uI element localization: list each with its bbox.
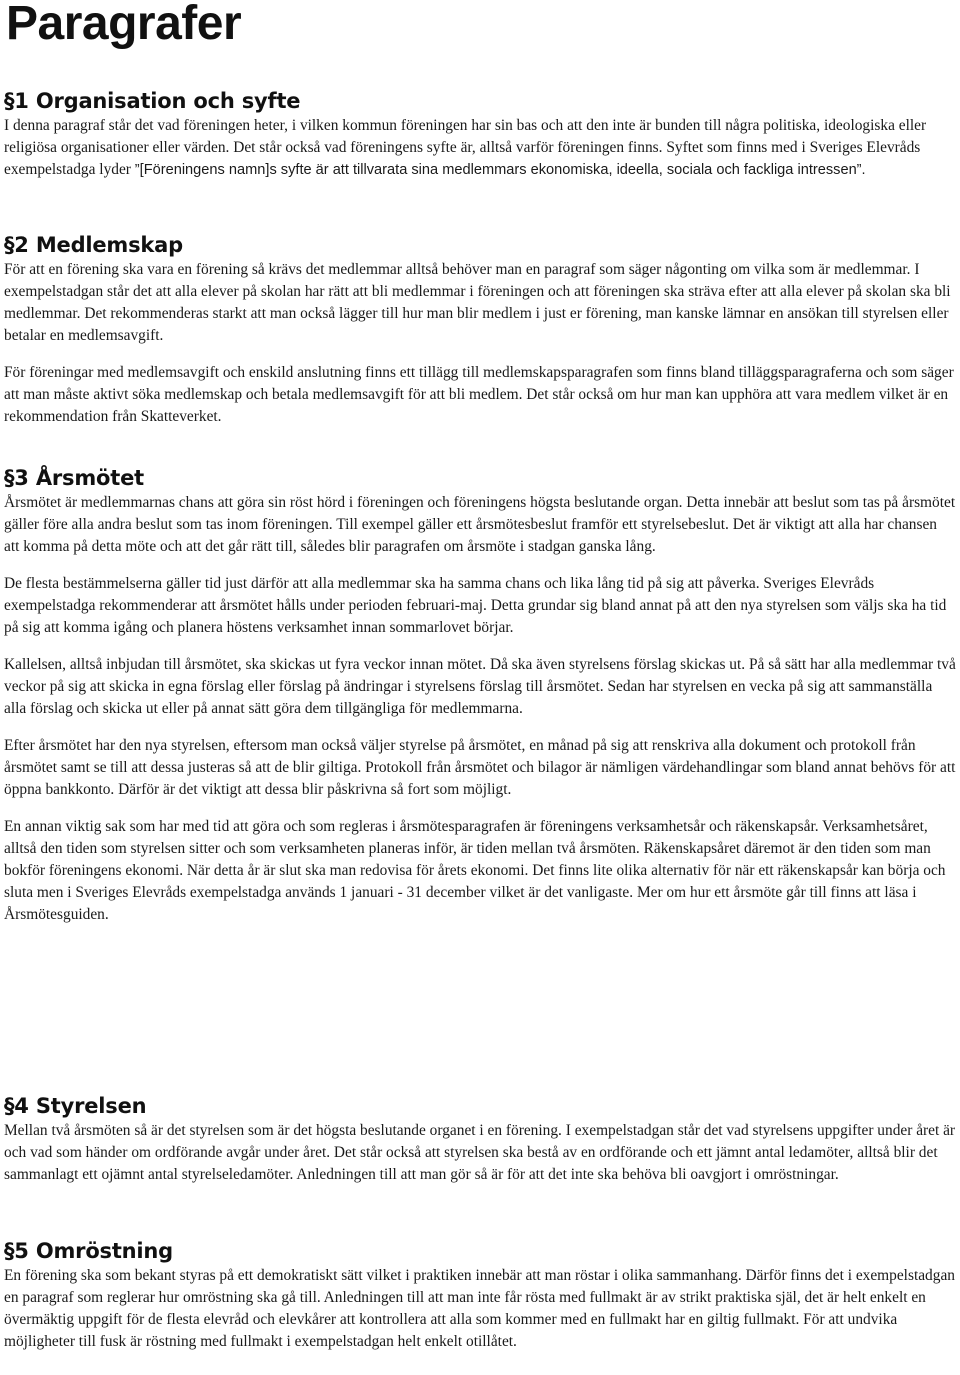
section-heading: §3 Årsmötet xyxy=(4,466,144,490)
quoted-purpose-text: ”[Föreningens namn]s syfte är att tillvarata sina medlemmars ekonomiska, ideella, sociala och fackliga intressen”. xyxy=(134,162,866,178)
section-paragraph: Kallelsen, alltså inbjudan till årsmötet, ska skickas ut fyra veckor innan mötet. Då ska även styrelsens förslag skickas ut. På så sätt har alla medlemmar två veckor på sig att skicka in egna förslag eller förslag på ändringar i styrelsens förslag till årsmötet. Sedan har styrelsen en vecka på sig att sammanställa alla förslag och skicka ut eller på annat sätt göra dem tillgängliga för medlemmarna. xyxy=(4,656,956,717)
document-title: Paragrafer xyxy=(6,0,242,50)
section-arsmotet xyxy=(4,464,956,926)
section-paragraph: En förening ska som bekant styras på ett demokratiskt sätt vilket i praktiken innebär att man röstar i olika sammanhang. Därför finns det i exempelstadgan en paragraf som reglerar hur omröstning ska gå till. Anledningen till att man inte får rösta med fullmakt är av strikt praktiska själ, det är helt enkelt en övermäktig uppgift för de flesta elevråd och elevkårer att kontrollera att alla som kommer med en fullmakt har en giltig fullmakt. För att undvika möjligheter till fusk är röstning med fullmakt i exempelstadgan helt enkelt otillåtet. xyxy=(4,1267,955,1350)
section-organisation xyxy=(4,87,956,181)
section-paragraph xyxy=(4,115,956,181)
section-heading: §2 Medlemskap xyxy=(4,233,183,257)
section-paragraph: För att en förening ska vara en förening så krävs det medlemmar alltså behöver man en paragraf som säger någonting om vilka som är medlemmar. I exempelstadgan står det att alla elever på skolan har rätt att bli medlemmar i föreningen och att föreningen ska sträva efter att alla elever på skolan ska bli medlemmar. Det rekommenderas starkt att man också lägger till hur man blir medlem i just er förening, man kanske lämnar en ansökan till styrelsen eller betalar en medlemsavgift. xyxy=(4,261,951,344)
section-heading: §5 Omröstning xyxy=(4,1239,174,1263)
section-paragraph: För föreningar med medlemsavgift och enskild anslutning finns ett tillägg till medlemskapsparagrafen som finns bland tilläggsparagraferna och som säger att man måste aktivt söka medlemskap och betala medlemsavgift för att bli medlem. Det står också om hur man kan upphöra att vara medlem vilket är en rekommendation från Skatteverket. xyxy=(4,364,954,425)
section-styrelsen xyxy=(4,1092,956,1186)
section-paragraph: Mellan två årsmöten så är det styrelsen som är det högsta beslutande organet i en förening. I exempelstadgan står det vad styrelsens uppgifter under året är och vad som händer om ordförande avgår under året. Det står också att styrelsen ska bestå av en ordförande och ett jämnt antal ledamöter, alltså blir det sammanlagt ett ojämnt antal styrelseledamöter. Anledningen till att man gör så är för att det inte ska behöva bli oavgjort i omröstningar. xyxy=(4,1122,956,1183)
section-paragraph: En annan viktig sak som har med tid att göra och som regleras i årsmötesparagrafen är föreningens verksamhetsår och räkenskapsår. Verksamhetsåret, alltså den tiden som styrelsen sitter och som verksamheten planeras inför, är tiden mellan två årsmöten. Räkenskapsåret däremot är den tiden som man bokför föreningens ekonomi. När detta år är slut ska man redovisa för årets ekonomi. Det finns lite olika alternativ för när ett räkenskapsår kan börja och sluta men i Sveriges Elevråds exempelstadga används 1 januari - 31 december vilket är det vanligaste. Mer om hur ett årsmöte går till finns att läsa i Årsmötesguiden. xyxy=(4,818,946,923)
section-paragraph: Efter årsmötet har den nya styrelsen, eftersom man också väljer styrelse på årsmötet, en månad på sig att renskriva alla dokument och protokoll från årsmötet samt se till att dessa justeras så att de blir giltiga. Protokoll från årsmötet och bilagor är nämligen värdehandlingar som bland annat behövs för att öppna bankkonto. Därför är det viktigt att dessa blir påskrivna så fort som möjligt. xyxy=(4,737,956,798)
section-paragraph: Årsmötet är medlemmarnas chans att göra sin röst hörd i föreningen och föreningens högsta beslutande organ. Detta innebär att beslut som tas på årsmötet gäller före alla andra beslut som tas inom föreningen. Till exempel gäller ett årsmötesbeslut framför ett styrelsebeslut. Det är viktigt att alla har chansen att komma på detta möte och att det går rätt till, således blir paragrafen om årsmöte i stadgan ganska lång. xyxy=(4,494,956,555)
paragraph-text: I denna paragraf står det vad föreningen heter, i vilken kommun föreningen har sin bas och att den inte är bunden till några politiska, ideologiska eller religiösa organisationer eller värden. Det står också vad föreningens syfte är, alltså varför föreningen finns. Syftet som finns med i Sveriges Elevråds exempelstadga lyder xyxy=(4,117,927,178)
section-paragraph: De flesta bestämmelserna gäller tid just därför att alla medlemmar ska ha samma chans och lika lång tid på sig att påverka. Sveriges Elevråds exempelstadga rekommenderar att årsmötet hålls under perioden februari-maj. Detta grundar sig bland annat på att den nya styrelsen som väljs ska ha tid på sig att komma igång och planera höstens verksamhet innan sommarlovet börjar. xyxy=(4,575,947,636)
section-omrostning xyxy=(4,1237,956,1353)
section-medlemskap xyxy=(4,231,956,428)
section-heading: §1 Organisation och syfte xyxy=(4,89,301,113)
section-heading: §4 Styrelsen xyxy=(4,1094,147,1118)
